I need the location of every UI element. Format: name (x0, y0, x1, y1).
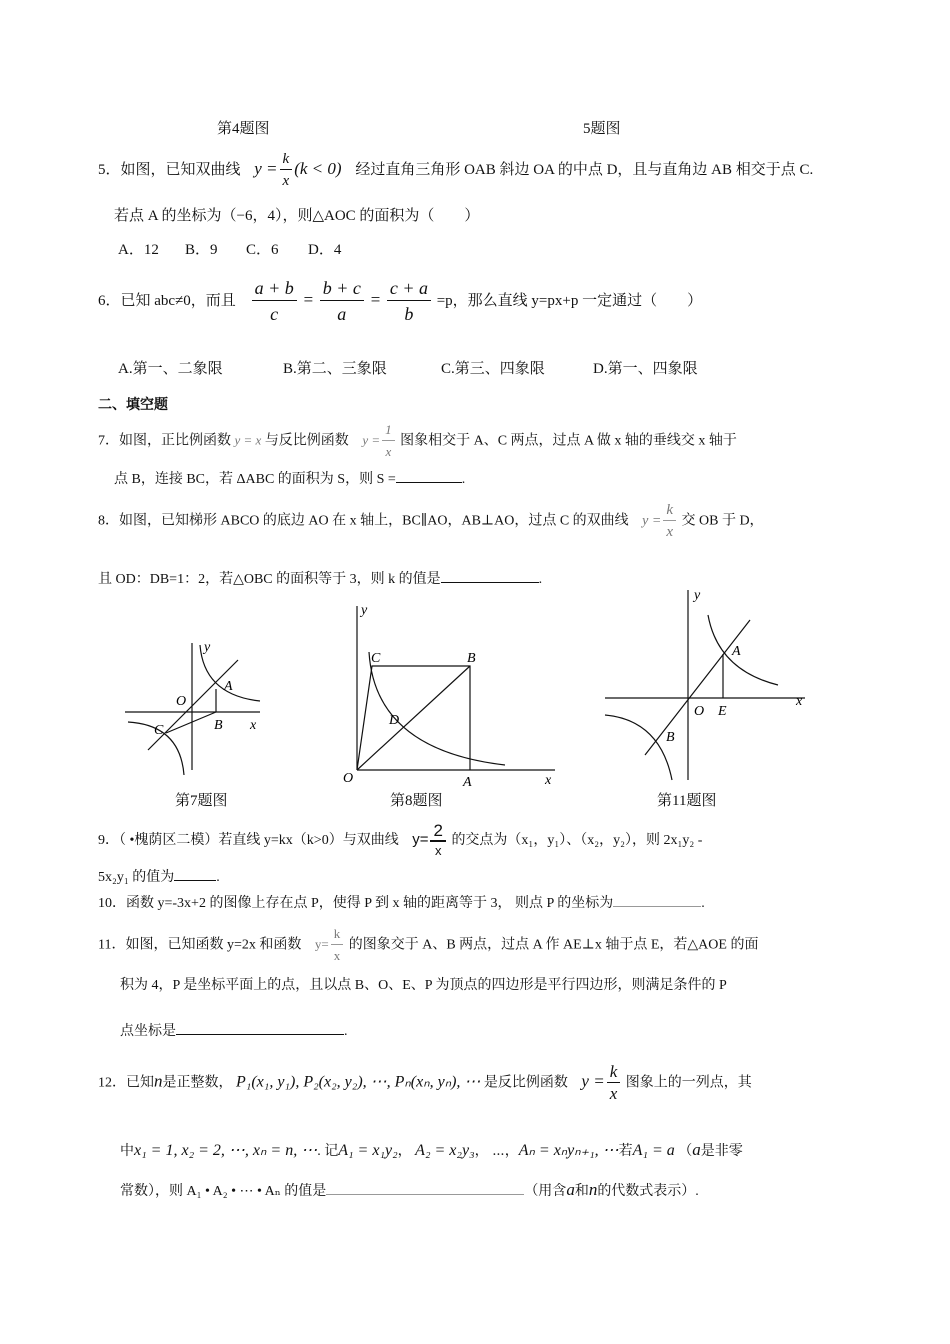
q12-he: 和 (574, 1184, 589, 1199)
numerator: k (280, 149, 293, 170)
option-b: B．9 (185, 242, 218, 258)
q12-hint: （用含 (524, 1184, 567, 1199)
comma: ， (474, 1144, 489, 1159)
caption-fig7: 第7题图 (175, 793, 228, 809)
q5-text-rest: 经过直角三角形 OAB 斜边 OA 的中点 D，且与直角边 AB 相交于点 C. (355, 161, 814, 178)
q10-text: 10．函数 y=-3x+2 的图像上存在点 P，使得 P 到 x 轴的距离等于 3， 则点 P 的坐标为 (98, 896, 614, 911)
equals-sign: = (302, 289, 314, 309)
q12-a2: A₂ = x₂y₃ (415, 1142, 475, 1159)
q7-fraction (382, 420, 395, 463)
line-y-eq-2x (645, 620, 750, 755)
label-d: D (389, 713, 400, 728)
fraction-3 (387, 276, 431, 327)
q8-formula-lhs: y = (642, 513, 662, 529)
label-c: C (371, 651, 381, 666)
label-o: O (343, 771, 354, 786)
q11-text-line3: 点坐标是 (120, 1024, 176, 1039)
caption-fig11: 第11题图 (657, 793, 717, 809)
q7-text-3: 图象相交于 A、C 两点，过点 A 做 x 轴的垂线交 x 轴于 (400, 433, 737, 449)
label-b: B (666, 730, 675, 745)
denominator: x (609, 1084, 618, 1103)
q7-line1 (98, 420, 737, 463)
q6-line1 (98, 276, 702, 327)
caption-fig8: 第8题图 (390, 793, 443, 809)
q12-ruo: 若 (618, 1144, 633, 1159)
q7-text-2: 与反比例函数 (264, 433, 349, 449)
denominator: a (337, 304, 347, 324)
option-d: D．4 (308, 242, 342, 258)
q6-text: 6．已知 abc≠0，而且 (98, 292, 236, 309)
q12-an: Aₙ = xₙyₙ₊₁, ⋯ (518, 1142, 619, 1159)
question-10 (98, 892, 705, 914)
q5-line1 (98, 149, 813, 192)
var-a: a (692, 1140, 701, 1159)
denominator: x (434, 843, 442, 858)
equals-sign: = (369, 289, 382, 309)
q12-hint-tail: 的代数式表示）. (597, 1184, 699, 1199)
q11-fraction (331, 924, 344, 967)
label-x: x (250, 718, 257, 733)
q8-text: 8．如图，已知梯形 ABCO 的底边 AO 在 x 轴上，BC∥AO，AB⊥AO，过点 C 的双曲线 (98, 513, 629, 529)
answer-blank[interactable] (326, 1180, 524, 1195)
q9-text-2: 的交点为（x₁，y₁）、（x₂，y₂），则 2x₁y₂ - (451, 833, 703, 849)
q12-x-values: x₁ = 1, x₂ = 2, ⋯, xₙ = n, ⋯ (134, 1142, 318, 1159)
q11-line3 (120, 1020, 348, 1042)
q11-text: 11．如图，已知函数 y=2x 和函数 (98, 937, 302, 953)
numerator: k (663, 500, 676, 521)
fraction-2 (320, 276, 364, 327)
answer-blank[interactable] (176, 1020, 344, 1035)
label-b: B (467, 651, 476, 666)
q12-points: P₁(x₁, y₁), P₂(x₂, y₂), ⋯, Pₙ(xₙ, yₙ), ⋯ (236, 1073, 481, 1091)
q12-zhong: 中 (120, 1144, 134, 1159)
q7-text: 7．如图，正比例函数 (98, 433, 231, 449)
period: . (216, 870, 220, 885)
q11-line1 (98, 924, 758, 967)
var-a: a (566, 1180, 575, 1199)
var-n: n (154, 1071, 163, 1091)
option-d: D.第一、四象限 (593, 361, 698, 377)
ellipsis: ⋯， (492, 1144, 519, 1159)
q12-text-2: 是正整数， (162, 1075, 233, 1091)
q12-line3 (120, 1180, 699, 1202)
q11-text-2: 的图象交于 A、B 两点，过点 A 作 AE⊥x 轴于点 E，若△AOE 的面 (348, 937, 759, 953)
label-e: E (718, 704, 727, 719)
label-o: O (176, 694, 187, 709)
q12-a1: A₁ = x₁y₂ (338, 1142, 398, 1159)
option-a: A．12 (118, 242, 159, 258)
q11-formula-lhs: y= (314, 936, 329, 952)
denominator: x (666, 524, 673, 540)
q12-formula-lhs: y = (581, 1071, 605, 1091)
q8-fraction (663, 500, 676, 543)
option-c: C.第三、四象限 (441, 361, 545, 377)
caption-fig4: 第4题图 (217, 121, 270, 137)
q9-formula-lhs: y= (412, 831, 429, 849)
figure-8 (335, 600, 565, 790)
formula-condition: (k < 0) (294, 158, 342, 178)
q5-text-line2: 若点 A 的坐标为（−6，4），则△AOC 的面积为（ ） (114, 208, 480, 224)
denominator: b (404, 304, 414, 324)
q12-condition: A₁ = a (632, 1142, 675, 1159)
label-b: B (214, 718, 223, 733)
q12-tail: 是非零 (700, 1144, 743, 1159)
q12-text: 12．已知 (98, 1075, 154, 1091)
segment-bc (166, 712, 216, 733)
var-n: n (588, 1180, 598, 1199)
figure-7 (120, 635, 270, 775)
caption-fig5: 5题图 (583, 121, 621, 137)
denominator: x (333, 948, 341, 963)
numerator: 2 (430, 822, 445, 842)
answer-blank[interactable] (441, 568, 539, 583)
denominator: x (385, 444, 392, 459)
answer-blank[interactable] (174, 866, 216, 881)
label-y: y (204, 640, 211, 655)
hyperbola-branch-1 (708, 615, 778, 685)
formula-lhs: y = (254, 158, 278, 178)
label-a: A (732, 644, 741, 659)
hyperbola (369, 652, 505, 765)
q6-text-rest: =p，那么直线 y=px+p 一定通过（ ） (436, 292, 703, 309)
numerator: a + b (252, 276, 297, 301)
answer-blank[interactable] (396, 468, 462, 483)
label-o: O (694, 704, 705, 719)
period: . (344, 1024, 348, 1039)
figure-11 (600, 585, 815, 785)
label-y: y (361, 603, 368, 618)
period: . (701, 896, 705, 911)
numerator: k (607, 1062, 621, 1083)
comma: ， (397, 1144, 412, 1159)
q12-text-3: 是反比例函数 (483, 1075, 568, 1091)
denominator: x (282, 173, 290, 189)
q9-line2 (98, 866, 220, 888)
option-c: C．6 (246, 242, 279, 258)
label-a: A (463, 775, 472, 790)
paren: （ (678, 1144, 693, 1159)
q12-line1 (98, 1062, 752, 1105)
numerator: k (331, 924, 344, 945)
denominator: c (270, 304, 279, 324)
q7-formula-1: y = x (234, 432, 262, 448)
q9-text-line2: 5x₂y₁ 的值为 (98, 870, 175, 885)
q9-fraction (430, 822, 445, 860)
label-x: x (796, 694, 803, 709)
numerator: c + a (387, 276, 431, 301)
q11-text-line2: 积为 4，P 是坐标平面上的点，且以点 B、O、E、P 为顶点的四边形是平行四边形，则满足条件的 P (120, 978, 727, 993)
period: . (538, 572, 543, 587)
q8-line2 (98, 568, 542, 590)
fraction (280, 149, 293, 192)
q8-line1 (98, 500, 764, 543)
hyperbola-branch-2 (605, 715, 672, 780)
q12-ji: . 记 (317, 1144, 339, 1159)
option-b: B.第二、三象限 (283, 361, 387, 377)
numerator: b + c (320, 276, 364, 301)
q12-line2 (120, 1140, 743, 1162)
q12-text-line3: 常数），则 A₁ • A₂ • ⋯ • Aₙ 的值是 (120, 1184, 327, 1199)
answer-blank[interactable] (613, 892, 701, 907)
q9-text: 9．（ •槐荫区二模）若直线 y=kx（k>0）与双曲线 (98, 833, 399, 849)
q8-text-2: 交 OB 于 D， (681, 513, 764, 529)
label-a: A (224, 679, 233, 694)
q5-text: 5．如图，已知双曲线 (98, 161, 241, 178)
q8-text-line2: 且 OD：DB=1：2，若△OBC 的面积等于 3，则 k 的值是 (98, 572, 441, 587)
numerator: 1 (382, 420, 395, 441)
q12-text-4: 图象上的一列点，其 (625, 1075, 752, 1091)
fraction-1 (252, 276, 297, 327)
option-a: A.第一、二象限 (118, 361, 223, 377)
label-y: y (694, 588, 701, 603)
label-c: C (154, 723, 164, 738)
q12-fraction (607, 1062, 621, 1105)
label-x: x (545, 773, 552, 788)
q7-line2 (114, 468, 465, 490)
q7-formula-lhs: y = (362, 432, 381, 448)
q7-text-line2: 点 B，连接 BC，若 ΔABC 的面积为 S，则 S = (114, 472, 396, 487)
section-heading: 二、填空题 (98, 397, 168, 413)
period: . (461, 472, 466, 487)
q9-line1 (98, 822, 702, 860)
